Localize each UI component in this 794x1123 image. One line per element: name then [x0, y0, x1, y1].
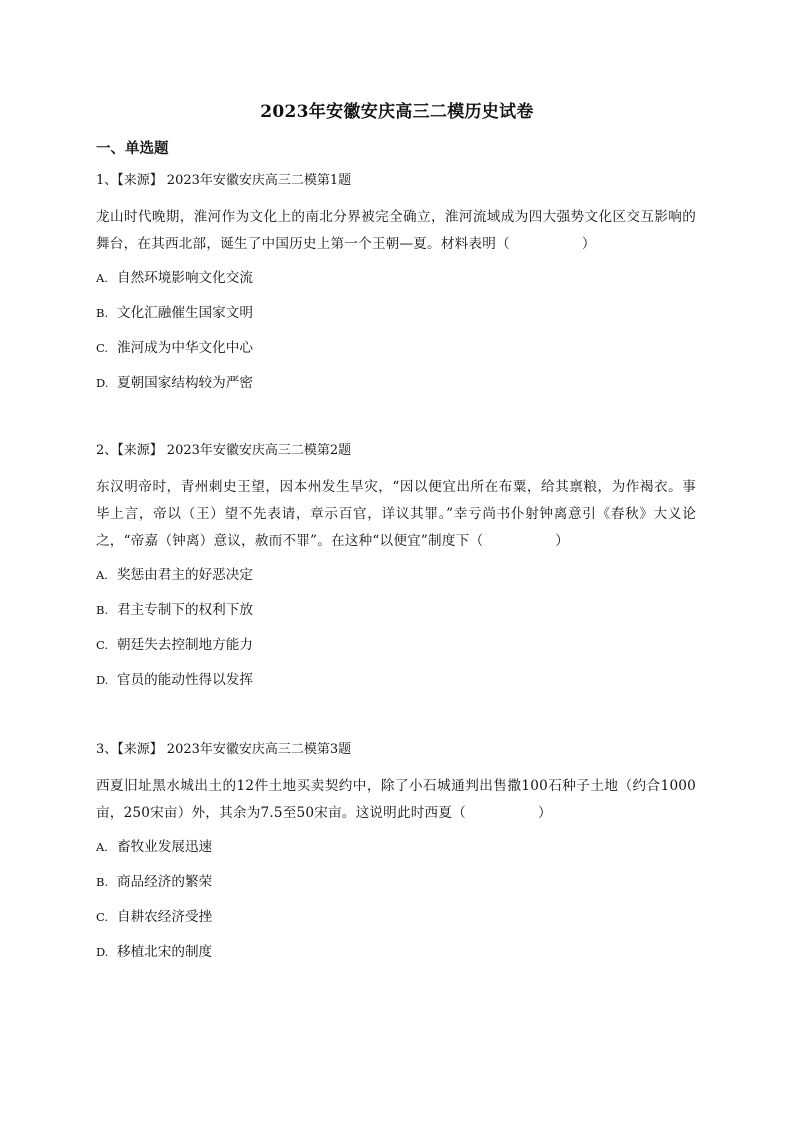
option-text: 官员的能动性得以发挥 — [117, 672, 253, 688]
option-text: 君主专制下的权利下放 — [117, 602, 253, 618]
question-header — [96, 441, 696, 461]
source-text: 2023年安徽安庆高三二模第2题 — [166, 443, 352, 458]
option-letter: B. — [96, 875, 109, 889]
option-d — [96, 669, 696, 704]
option-letter: A. — [96, 271, 108, 285]
source-tag: 【来源】 — [117, 742, 163, 757]
option-letter: C. — [96, 341, 109, 355]
stem-text: 龙山时代晚期，淮河作为文化上的南北分界被完全确立，淮河流域成为四大强势文化区交互影响的舞台，在其西北部，诞生了中国历史上第一个王朝—夏。材料表明（ — [96, 209, 696, 252]
option-list — [96, 564, 696, 704]
option-text: 文化汇融催生国家文明 — [117, 305, 253, 321]
stem-text: 东汉明帝时，青州刺史王望，因本州发生旱灾，“因以便宜出所在布粟，给其禀粮，为作褐衣。事毕上言，帝以（王）望不先表请，章示百官，详议其罪。”幸亏尚书仆射钟离意引《春秋》大义论之，“帝嘉（钟离）意议，赦而不罪”。在这种“以便宜”制度下（ — [96, 479, 696, 549]
option-text: 自然环境影响文化交流 — [117, 270, 253, 286]
option-letter: D. — [96, 376, 109, 390]
question-number: 2、 — [96, 443, 118, 458]
option-letter: A. — [96, 568, 108, 582]
option-text: 商品经济的繁荣 — [117, 874, 213, 890]
option-text: 淮河成为中华文化中心 — [117, 340, 253, 356]
option-text: 奖惩由君主的好恶决定 — [117, 567, 253, 583]
option-b — [96, 871, 696, 906]
option-b — [96, 599, 696, 634]
source-tag: 【来源】 — [117, 173, 163, 188]
option-a — [96, 564, 696, 599]
question-number: 1、 — [96, 173, 118, 188]
section-title: 一、单选题 — [96, 140, 169, 157]
option-text: 朝廷失去控制地方能力 — [117, 637, 253, 653]
source-tag: 【来源】 — [117, 443, 163, 458]
option-letter: D. — [96, 945, 109, 959]
question-3 — [96, 740, 696, 976]
option-a — [96, 267, 696, 302]
option-list — [96, 836, 696, 976]
question-2 — [96, 441, 696, 704]
option-c — [96, 337, 696, 372]
question-1 — [96, 171, 696, 407]
question-header — [96, 171, 696, 191]
question-stem — [96, 474, 696, 555]
option-d — [96, 941, 696, 976]
question-stem — [96, 204, 696, 258]
option-c — [96, 634, 696, 669]
question-number: 3、 — [96, 742, 118, 757]
option-letter: C. — [96, 638, 109, 652]
source-text: 2023年安徽安庆高三二模第3题 — [166, 742, 352, 757]
option-letter: B. — [96, 603, 109, 617]
option-letter: A. — [96, 840, 108, 854]
stem-close: ） — [581, 236, 596, 252]
option-b — [96, 302, 696, 337]
option-letter: D. — [96, 673, 109, 687]
option-letter: B. — [96, 306, 109, 320]
option-list — [96, 267, 696, 407]
source-text: 2023年安徽安庆高三二模第1题 — [166, 173, 352, 188]
question-stem — [96, 773, 696, 827]
option-a — [96, 836, 696, 871]
stem-close: ） — [537, 805, 552, 821]
stem-close: ） — [555, 533, 570, 549]
exam-title: 2023年安徽安庆高三二模历史试卷 — [260, 102, 534, 122]
option-text: 畜牧业发展迅速 — [117, 839, 213, 855]
option-letter: C. — [96, 910, 109, 924]
option-c — [96, 906, 696, 941]
stem-text: 西夏旧址黑水城出土的12件土地买卖契约中，除了小石城通判出售撒100石种子土地（约合1000亩，250宋亩）外，其余为7.5至50宋亩。这说明此时西夏（ — [96, 778, 696, 821]
option-text: 自耕农经济受挫 — [117, 909, 213, 925]
option-d — [96, 372, 696, 407]
option-text: 移植北宋的制度 — [117, 944, 213, 960]
option-text: 夏朝国家结构较为严密 — [117, 375, 253, 391]
question-header — [96, 740, 696, 760]
